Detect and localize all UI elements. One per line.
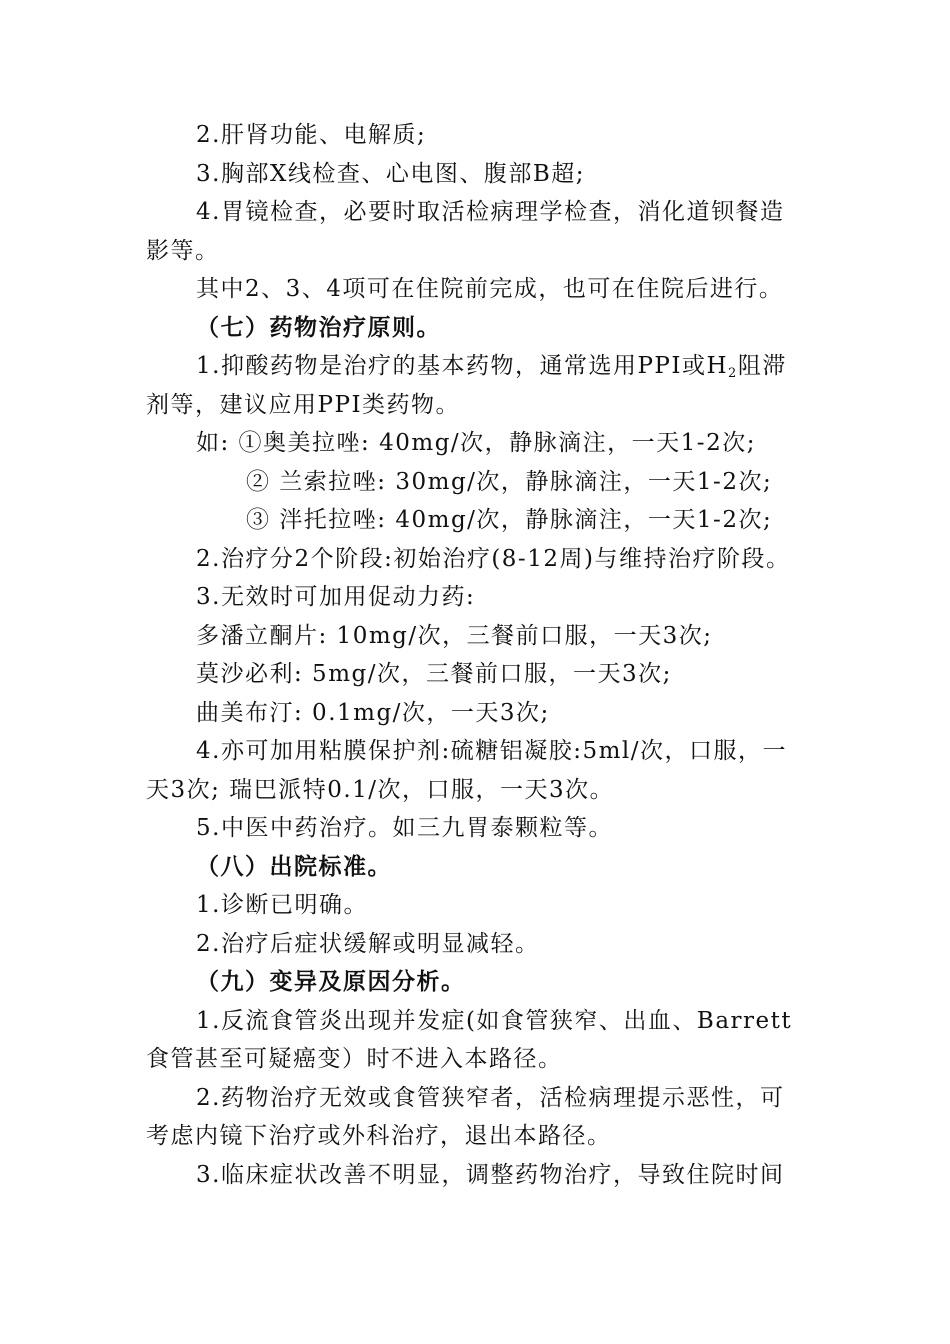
- text-line: 2.肝肾功能、电解质;: [196, 122, 427, 148]
- section-heading-7: （七）药物治疗原则。: [196, 314, 441, 341]
- text-line: 3.胸部X线检查、心电图、腹部B超;: [196, 160, 585, 187]
- text-line: ③ 泮托拉唑: 40mg/次，静脉滴注，一天1-2次;: [246, 507, 773, 533]
- text-line: 曲美布汀: 0.1mg/次，一天3次;: [196, 699, 550, 726]
- text-line: 影等。: [146, 237, 220, 264]
- text-line: 5.中医中药治疗。如三九胃泰颗粒等。: [196, 815, 613, 841]
- text-line: [146, 347, 826, 386]
- text-line: 莫沙必利: 5mg/次，三餐前口服，一天3次;: [196, 661, 672, 687]
- text-segment: 阻滞: [737, 353, 787, 379]
- text-line: 剂等，建议应用PPI类药物。: [146, 391, 461, 418]
- text-line: 4.亦可加用粘膜保护剂:硫糖铝凝胶:5ml/次，口服，一: [196, 738, 787, 764]
- text-line: 其中2、3、4项可在住院前完成，也可在住院后进行。: [196, 276, 784, 302]
- text-line: 2.治疗后症状缓解或明显减轻。: [196, 930, 540, 957]
- section-heading-9: （九）变异及原因分析。: [196, 969, 466, 995]
- text-segment: 1.抑酸药物是治疗的基本药物，通常选用PPI或H: [196, 353, 729, 379]
- text-line: 2.药物治疗无效或食管狭窄者，活检病理提示恶性，可: [196, 1084, 785, 1111]
- text-line: 考虑内镜下治疗或外科治疗，退出本路径。: [146, 1123, 612, 1149]
- text-line: 4.胃镜检查，必要时取活检病理学检查，消化道钡餐造: [196, 199, 785, 225]
- text-line: 2.治疗分2个阶段:初始治疗(8-12周)与维持治疗阶段。: [196, 545, 791, 572]
- document-body: [146, 116, 826, 1194]
- section-heading-8: （八）出院标准。: [196, 853, 392, 880]
- text-line: 3.临床症状改善不明显，调整药物治疗，导致住院时间: [196, 1161, 785, 1188]
- subscript: 2: [728, 366, 738, 381]
- text-line: 1.反流食管炎出现并发症(如食管狭窄、出血、Barrett: [196, 1007, 793, 1034]
- text-line: 多潘立酮片: 10mg/次，三餐前口服，一天3次;: [196, 622, 713, 649]
- text-line: 1.诊断已明确。: [196, 892, 368, 918]
- text-line: 食管甚至可疑癌变）时不进入本路径。: [146, 1046, 563, 1072]
- text-line: 3.无效时可加用促动力药:: [196, 584, 476, 610]
- text-line: ② 兰索拉唑: 30mg/次，静脉滴注，一天1-2次;: [246, 468, 773, 495]
- text-line: 天3次; 瑞巴派特0.1/次，口服，一天3次。: [146, 776, 615, 803]
- text-line: 如: ①奥美拉唑: 40mg/次，静脉滴注，一天1-2次;: [196, 430, 756, 456]
